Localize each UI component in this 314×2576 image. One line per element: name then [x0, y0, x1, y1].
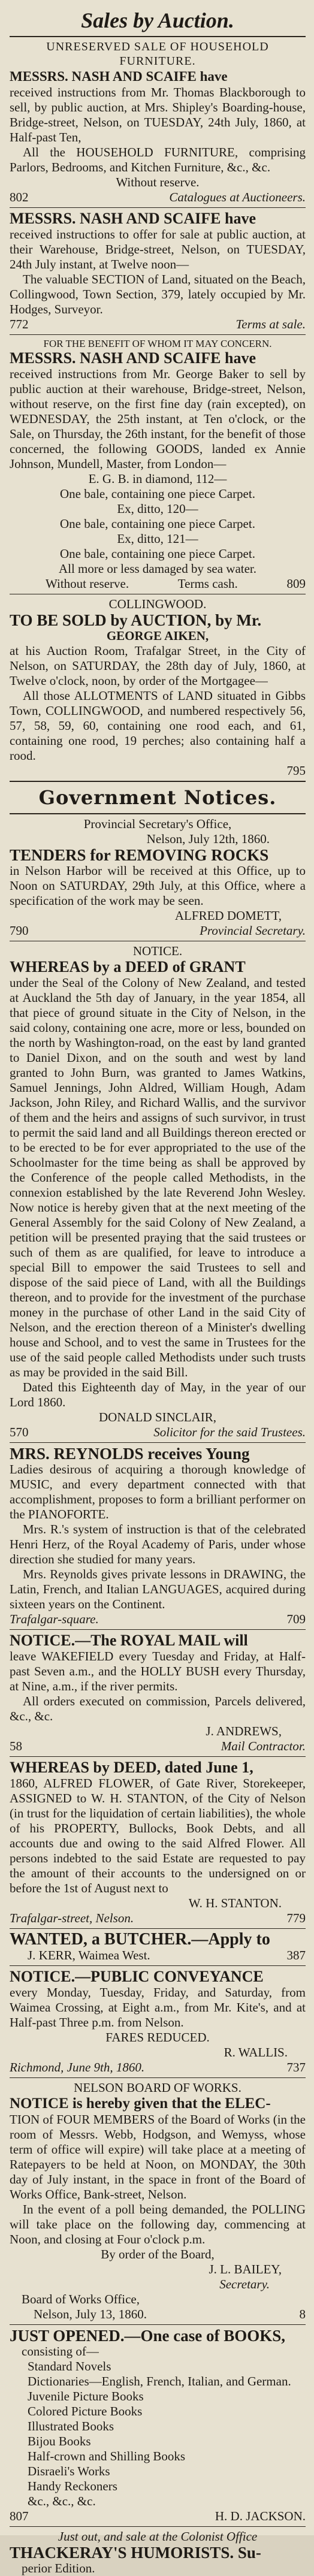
divider — [10, 2077, 306, 2078]
ad-title: UNRESERVED SALE OF HOUSEHOLD FURNITURE. — [46, 40, 269, 68]
divider — [10, 1629, 306, 1630]
notice-signer: J. ANDREWS, — [206, 1724, 282, 1738]
notice-flower-deed — [10, 1759, 306, 1926]
ad-ref: 795 — [286, 763, 306, 778]
list-item: Juvenile Picture Books — [28, 2389, 144, 2403]
divider — [10, 334, 306, 335]
notice-date: Nelson, July 12th, 1860. — [146, 832, 270, 846]
notice-ref: 779 — [286, 1911, 306, 1925]
ad-signer: H. D. JACKSON. — [215, 2509, 306, 2523]
notice-board-of-works — [10, 2080, 306, 2322]
notice-tenders-rocks — [10, 817, 306, 938]
ad-ref: 809 — [286, 576, 306, 591]
notice-office: Provincial Secretary's Office, — [83, 817, 232, 831]
ad-body: Ladies desirous of acquiring a thorough knowledge of MUSIC, and every department connected with that accomplishment, proposes to form a brilliant performer on the PIANOFORTE. — [10, 1462, 306, 1521]
ad-without-reserve: Without reserve. — [116, 175, 200, 189]
divider — [10, 1442, 306, 1443]
ad-item: One bale, containing one piece Carpet. — [60, 487, 255, 501]
ad-intro: consisting of— — [22, 2344, 99, 2358]
advertisement-collingwood-land — [10, 597, 306, 778]
ad-ref: 387 — [286, 1948, 306, 1962]
notice-date: Nelson, July 13, 1860. — [34, 2307, 147, 2321]
ad-body: received instructions from Mr. George Baker to sell by public auction at their warehouse, Bridge-street, Nelson, without reserve, on the first fine day (rain excepted), on WEDNESDAY, the 25th instant, at Ten o'clock, or the Sale, on Thursday, the 26th instant, for the benefit of those concerned, the following GOODS, landed ex Annie Johnson, Mundell, Master, from London— — [10, 367, 306, 471]
advertisement-damaged-goods — [10, 337, 306, 591]
ad-item: One bale, containing one piece Carpet. — [60, 546, 255, 561]
notice-lead: TENDERS for REMOVING ROCKS — [10, 846, 269, 864]
list-item: Illustrated Books — [28, 2419, 114, 2433]
notice-public-conveyance — [10, 1968, 306, 2075]
ad-body: received instructions to offer for sale at public auction, at their Warehouse, Bridge-street, Nelson, on TUESDAY, 24th July instant, at Twelve noon— — [10, 227, 306, 271]
ad-lead: MESSRS. NASH AND SCAIFE have — [10, 69, 228, 84]
notice-office: Board of Works Office, — [22, 2292, 140, 2306]
ad-lead: MRS. REYNOLDS receives Young — [10, 1445, 250, 1463]
ad-without-reserve: Without reserve. — [46, 576, 129, 591]
ad-body-3: Mrs. Reynolds gives private lessons in DRAWING, the Latin, French, and Italian LANGUAGES, acquired during sixteen years on the Continent. — [10, 1567, 306, 1611]
notice-body-2: All orders executed on commission, Parcels delivered, &c., &c. — [10, 1694, 306, 1723]
list-item: &c., &c., &c. — [28, 2494, 96, 2508]
advertisement-land-sale — [10, 210, 306, 332]
notice-body-2: In the event of a poll being demanded, the POLLING will take place on the following day, commencing at Noon, and closing at Four o'clock p.m. — [10, 2202, 306, 2246]
ad-lead: WANTED, a BUTCHER.—Apply to — [10, 1930, 270, 1949]
ad-ex: Ex, ditto, 121— — [117, 531, 198, 546]
ad-lead: MESSRS. NASH AND SCAIFE have — [10, 349, 256, 367]
ad-ref: 802 — [10, 190, 29, 204]
advertisement-books — [10, 2327, 306, 2524]
notice-fares: FARES REDUCED. — [105, 2030, 210, 2045]
notice-body: in Nelson Harbor will be received at this Office, up to Noon on SATURDAY, 29th July, at this Office, where a specification of the work may be seen. — [10, 863, 306, 908]
ad-name: GEORGE AIKEN, — [106, 629, 209, 643]
auction-section-heading: Sales by Auction. — [81, 8, 234, 32]
ad-body-2: Mrs. R.'s system of instruction is that of the celebrated Henri Herz, of the Royal Academy of Paris, under whose direction she studied for many years. — [10, 1522, 306, 1566]
divider — [10, 1928, 306, 1929]
ad-body: received instructions from Mr. Thomas Blackborough to sell, by public auction, at Mrs. Shipley's Boarding-house, Bridge-street, Nelson, on TUESDAY, 24th July, 1860, at Half-past Ten, — [10, 85, 306, 144]
notice-lead: NOTICE.—The ROYAL MAIL will — [10, 1632, 248, 1649]
notice-lead: WHEREAS by a DEED of GRANT — [10, 958, 246, 976]
notice-ref: 8 — [299, 2307, 306, 2321]
notice-signer: W. H. STANTON. — [188, 1896, 282, 1910]
notice-body: 1860, ALFRED FLOWER, of Gate River, Storekeeper, ASSIGNED to W. H. STANTON, of the City of Nelson (in trust for the liquidation of certain liabilities), the whole of his PROPERTY, Bullocks, Book Debts, and all accounts due and owing to the said Alfred Flower. All persons indebted to the said Estate are requested to pay the amount of their accounts to the undersigned on or before the 1st of August next to — [10, 1776, 306, 1895]
divider — [10, 813, 306, 814]
divider — [10, 2324, 306, 2325]
ad-body-2: All those ALLOTMENTS of LAND situated in Gibbs Town, COLLINGWOOD, and numbered respectively 56, 57, 58, 59, 60, containing one rood each, and 61, containing one rood, 19 perches; also containing half a rood. — [10, 688, 306, 763]
ad-lead-top: FOR THE BENEFIT OF WHOM IT MAY CONCERN. — [43, 338, 272, 349]
notice-lead: NOTICE.—PUBLIC CONVEYANCE — [10, 1968, 264, 1985]
advertisement-thackeray — [10, 2529, 306, 2576]
notice-ref: 790 — [10, 923, 29, 938]
notice-signer: ALFRED DOMETT, — [174, 908, 282, 923]
ad-body: at his Auction Room, Trafalgar Street, in the City of Nelson, on SATURDAY, the 28th day of July, 1860, at Twelve o'clock, noon, by order of the Mortgagee— — [10, 644, 306, 688]
ad-catalogues: Catalogues at Auctioneers. — [169, 190, 306, 204]
ad-lead: MESSRS. NASH AND SCAIFE have — [10, 210, 256, 227]
ad-ref: 807 — [10, 2509, 29, 2523]
notice-heading: NOTICE. — [132, 944, 183, 958]
notice-ref: 737 — [286, 2060, 306, 2074]
list-item: Handy Reckoners — [28, 2479, 117, 2493]
notice-body: under the Seal of the Colony of New Zealand, and tested at Auckland the 5th day of January, in the year 1854, all that piece of ground situate in the City of Nelson, in the said colony, containing one acre, more or less, bounded on the north by Washington-road, on the east by land granted to Daniel Dixon, and on the south and west by land granted to John Burn, was granted to James Watkins, Samuel Jennings, John Aldred, William Hough, Adam Jackson, John Riley, and Richard Wallis, and the survivor of them and the heirs and assigns of such survivor, in trust to permit the said land and all Buildings thereon erected or to be erected to be for ever appropriated to the use of the Schoolmaster for the time being as shall be approved by the Conference of the people called Methodists, in the connexion established by the late Reverend John Wesley. Now notice is hereby given that at the next meeting of the General Assembly for the said Colony of New Zealand, a petition will be presented praying that the said trustees or such of them as are qualified, for leave to introduce a special Bill to empower the said Trustees to sell and dispose of the said piece of Land, with all the Buildings thereon, and to provide for the investment of the purchase money in the purchase of other Land in the said City of Nelson, and the erection thereon of a Minister's dwelling house and School, and to vest the same in Trustees for the use of the said people called Methodists under such trusts as may be provided in the said Bill. — [10, 976, 306, 1379]
ad-lead: THACKERAY'S HUMORISTS. Su- — [10, 2544, 261, 2562]
notice-signer: DONALD SINCLAIR, — [99, 1410, 216, 1424]
notice-signer: J. L. BAILEY, — [209, 2262, 282, 2276]
notice-place: Richmond, June 9th, 1860. — [10, 2060, 145, 2074]
ad-terms: Terms cash. — [177, 576, 238, 591]
list-item: Standard Novels — [28, 2359, 111, 2373]
divider — [10, 1756, 306, 1757]
ad-top: Just out, and sale at the Colonist Office — [58, 2529, 258, 2544]
notice-body: every Monday, Tuesday, Friday, and Saturday, from Waimea Crossing, at Eight a.m., from Mr. Kite's, and at Half-past Three p.m. from Nelson. — [10, 1985, 306, 2030]
notice-title: Secretary. — [219, 2277, 270, 2291]
list-item: Dictionaries—English, French, Italian, and German. — [28, 2374, 291, 2388]
divider — [10, 781, 306, 782]
ad-mark: E. G. B. in diamond, 112— — [88, 472, 227, 486]
ad-note: All more or less damaged by sea water. — [58, 561, 257, 576]
notice-title: Mail Contractor. — [221, 1739, 306, 1753]
notice-ref: 58 — [10, 1739, 22, 1753]
notice-lead: NOTICE is hereby given that the ELEC- — [10, 2095, 271, 2112]
advertisement-furniture-sale — [10, 40, 306, 205]
notice-signer: R. WALLIS. — [224, 2045, 288, 2059]
divider — [10, 1965, 306, 1966]
notice-deed-of-grant — [10, 944, 306, 1440]
ad-ref: 772 — [10, 317, 29, 331]
notice-heading: NELSON BOARD OF WORKS. — [74, 2080, 241, 2095]
notice-title: Provincial Secretary. — [200, 923, 306, 938]
divider — [10, 2526, 306, 2527]
notice-title: Solicitor for the said Trustees. — [153, 1425, 306, 1439]
notice-body: TION of FOUR MEMBERS of the Board of Works (in the room of Messrs. Webb, Hodgson, and Wemyss, whose term of office will expire) will take place at a meeting of Ratepayers to be held at Noon, on MONDAY, the 30th day of July instant, in the space in front of the Board of Works Office, Bank-street, Nelson. — [10, 2112, 306, 2201]
ad-body: perior Edition. — [22, 2561, 95, 2575]
ad-place: COLLINGWOOD. — [108, 597, 207, 611]
notice-lead: WHEREAS by DEED, dated June 1, — [10, 1759, 253, 1776]
list-item: Colored Picture Books — [28, 2404, 143, 2418]
ad-terms: Terms at sale. — [236, 317, 306, 331]
list-item: Half-crown and Shilling Books — [28, 2449, 186, 2463]
ad-body-2: The valuable SECTION of Land, situated on the Beach, Collingwood, Town Section, 379, lately occupied by Mr. Hodges, Surveyor. — [10, 272, 306, 316]
notice-dated: Dated this Eighteenth day of May, in the year of our Lord 1860. — [10, 1380, 306, 1409]
divider — [10, 207, 306, 208]
ad-lead: JUST OPENED.—One case of BOOKS, — [10, 2327, 286, 2345]
list-item: Bijou Books — [28, 2434, 91, 2448]
ad-ex: Ex, ditto, 120— — [117, 502, 198, 516]
ad-lead: TO BE SOLD by AUCTION, by Mr. — [10, 611, 262, 629]
advertisement-music-lessons — [10, 1445, 306, 1627]
book-list — [10, 2359, 306, 2509]
government-section-heading: Government Notices. — [38, 786, 277, 809]
notice-body: leave WAKEFIELD every Tuesday and Friday, at Half-past Seven a.m., and the HOLLY BUSH every Thursday, at Nine, a.m., if the river permits. — [10, 1649, 306, 1693]
ad-item: One bale, containing one piece Carpet. — [60, 517, 255, 531]
ad-body-2: All the HOUSEHOLD FURNITURE, comprising Parlors, Bedrooms, and Kitchen Furniture, &c., &c. — [10, 145, 306, 174]
notice-order: By order of the Board, — [101, 2247, 215, 2261]
notice-royal-mail — [10, 1632, 306, 1754]
ad-ref: 709 — [286, 1612, 306, 1626]
list-item: Disraeli's Works — [28, 2464, 110, 2478]
notice-ref: 570 — [10, 1425, 29, 1439]
ad-body: J. KERR, Waimea West. — [28, 1948, 150, 1962]
notice-address: Trafalgar-street, Nelson. — [10, 1911, 134, 1925]
ad-address: Trafalgar-square. — [10, 1612, 99, 1626]
advertisement-butcher-wanted — [10, 1931, 306, 1963]
divider — [10, 36, 306, 37]
